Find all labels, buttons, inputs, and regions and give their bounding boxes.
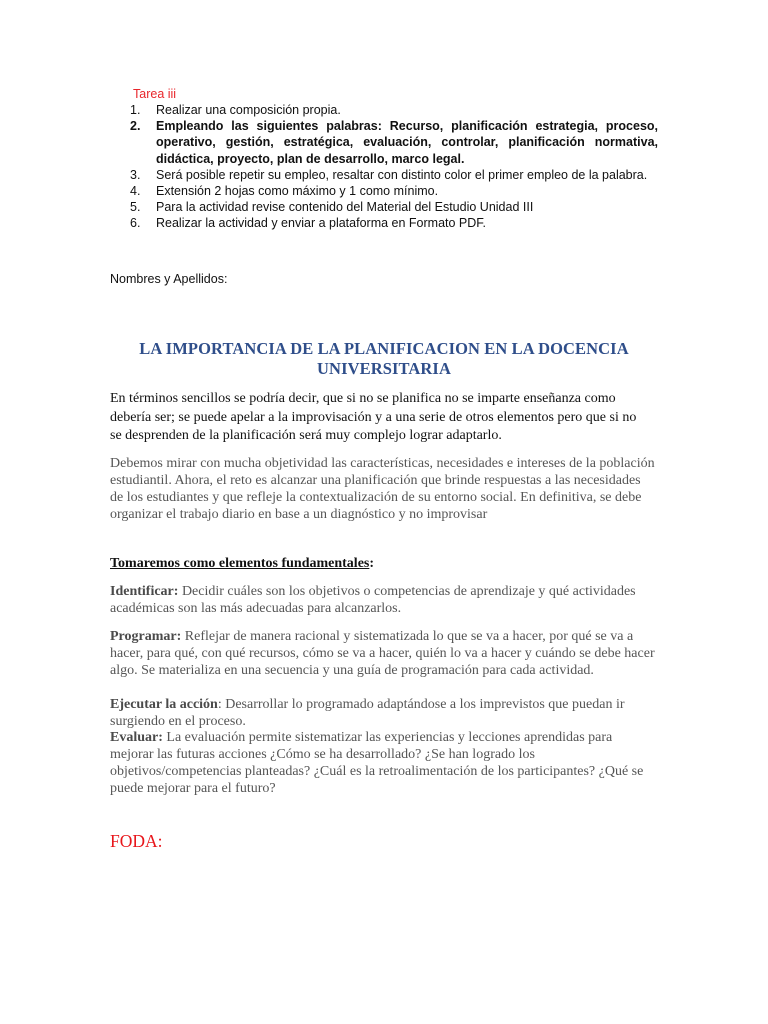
task-item-text: Extensión 2 hojas como máximo y 1 como mínimo.: [156, 184, 439, 199]
task-item: [130, 167, 658, 183]
ejecutar-term: Ejecutar la acción: [110, 697, 218, 712]
evaluar-text: La evaluación permite sistematizar las experiencias y lecciones aprendidas para mejorar las futuras acciones ¿Cómo se ha desarrollado? ¿Se han logrado los objetivos/competencias planteadas? ¿Cuál es la retroalimentación de los participantes? ¿Qué se puede mejorar para el futuro?: [110, 730, 644, 796]
task-item-number: 2.: [130, 119, 141, 134]
ejecutar-text: : Desarrollar lo programado adaptándose a los imprevistos que puedan ir surgiendo en el proceso.: [110, 697, 625, 729]
essay-title-line1: LA IMPORTANCIA DE LA PLANIFICACION EN LA DOCENCIA: [139, 339, 629, 358]
task-item-number: 6.: [130, 216, 141, 231]
identificar-term: Identificar:: [110, 584, 179, 599]
task-item: [130, 199, 658, 215]
objectivity-paragraph: Debemos mirar con mucha objetividad las características, necesidades e intereses de la población estudiantil. Ahora, el reto es alcanzar una planificación que brinde respuestas a las necesidades de los estudiantes y que refleje la contextualización de su entorno social. En definitiva, se debe organizar el trabajo diario en base a un diagnóstico y no improvisar: [110, 456, 655, 522]
task-item: [130, 215, 658, 231]
elements-heading-colon: :: [369, 556, 375, 571]
task-item-number: 3.: [130, 167, 141, 182]
task-item-text: Realizar una composición propia.: [156, 103, 341, 117]
task-list: [130, 102, 658, 232]
names-label: Nombres y Apellidos:: [110, 272, 228, 286]
evaluar-paragraph: [110, 729, 655, 797]
task-item-text: Realizar la actividad y enviar a plataforma en Formato PDF.: [156, 216, 487, 231]
intro-paragraph: En términos sencillos se podría decir, que si no se planifica no se imparte enseñanza como debería ser; se puede apelar a la improvisación y a una serie de otros elementos pero que si no se desprenden de la planificación será muy complejo lograr adaptarlo.: [110, 391, 637, 443]
task-item-text: Será posible repetir su empleo, resaltar con distinto color el primer empleo de la palabra.: [156, 167, 648, 182]
programar-paragraph: [110, 628, 655, 679]
ejecutar-paragraph: [110, 696, 655, 730]
task-item-number: 1.: [130, 103, 141, 117]
task-item: [130, 102, 658, 118]
essay-title-line2: UNIVERSITARIA: [317, 359, 451, 378]
task-item-text: Empleando las siguientes palabras: Recurso, planificación estrategia, proceso, operativo, gestión, estratégica, evaluación, controlar, planificación normativa, didáctica, proyecto, plan de desarrollo, marco legal.: [156, 119, 658, 166]
programar-term: Programar:: [110, 629, 182, 644]
elements-heading: [110, 555, 374, 572]
evaluar-term: Evaluar:: [110, 730, 163, 745]
identificar-text: Decidir cuáles son los objetivos o competencias de aprendizaje y qué actividades académicas son las más adecuadas para alcanzarlos.: [110, 584, 636, 616]
task-item: [130, 118, 658, 167]
essay-title: [100, 339, 668, 379]
task-item-text: Para la actividad revise contenido del Material del Estudio Unidad III: [156, 200, 534, 215]
task-item-number: 4.: [130, 184, 141, 199]
identificar-paragraph: [110, 583, 655, 617]
task-heading: Tarea iii: [133, 87, 177, 101]
task-item: [130, 183, 658, 199]
foda-heading: FODA:: [110, 831, 163, 851]
elements-heading-text: Tomaremos como elementos fundamentales: [110, 556, 370, 571]
programar-text: Reflejar de manera racional y sistematizada lo que se va a hacer, por qué se va a hacer, para qué, con qué recursos, cómo se va a hacer, quién lo va a hacer y cuándo se debe hacer algo. Se materializa en una secuencia y una guía de programación para cada actividad.: [110, 629, 655, 678]
task-item-number: 5.: [130, 200, 141, 215]
